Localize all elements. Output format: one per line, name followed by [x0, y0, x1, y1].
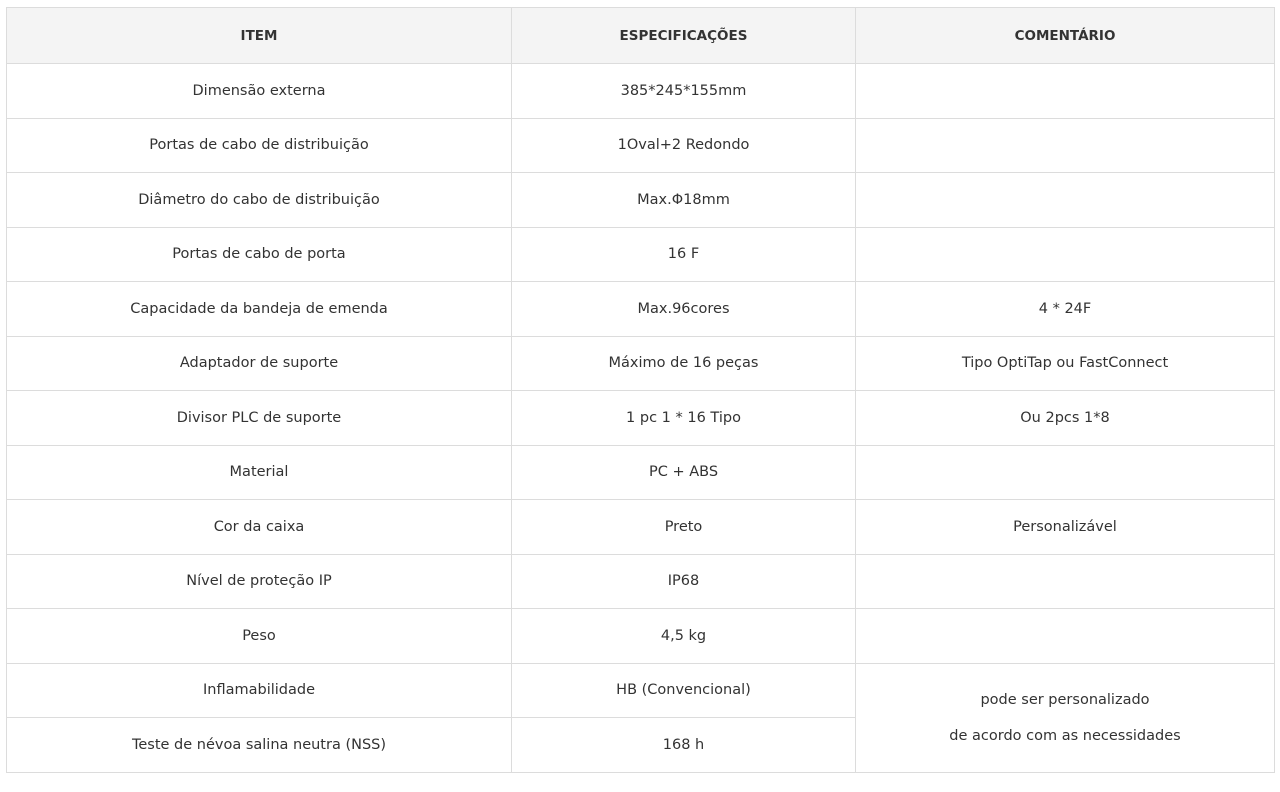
- table-row: [7, 391, 1275, 446]
- spec-cell: 1 pc 1 * 16 Tipo: [512, 391, 856, 446]
- item-cell: Adaptador de suporte: [7, 336, 512, 391]
- item-cell: Inflamabilidade: [7, 663, 512, 718]
- spec-cell: 1Oval+2 Redondo: [512, 118, 856, 173]
- comment-cell: [856, 64, 1275, 119]
- table-row: [7, 663, 1275, 718]
- table-header-row: [7, 8, 1275, 64]
- spec-cell: 168 h: [512, 718, 856, 773]
- table-row: [7, 609, 1275, 664]
- spec-cell: 4,5 kg: [512, 609, 856, 664]
- spec-cell: Max.96cores: [512, 282, 856, 337]
- table-row: [7, 336, 1275, 391]
- spec-cell: Max.Φ18mm: [512, 173, 856, 228]
- comment-cell: [856, 227, 1275, 282]
- header-comment: COMENTÁRIO: [856, 8, 1275, 64]
- table-row: [7, 64, 1275, 119]
- item-cell: Cor da caixa: [7, 500, 512, 555]
- spec-cell: IP68: [512, 554, 856, 609]
- specifications-table: [6, 7, 1275, 773]
- item-cell: Peso: [7, 609, 512, 664]
- comment-cell: [856, 609, 1275, 664]
- comment-cell: [856, 445, 1275, 500]
- spec-cell: Preto: [512, 500, 856, 555]
- spec-cell: PC + ABS: [512, 445, 856, 500]
- table-row: [7, 173, 1275, 228]
- item-cell: Teste de névoa salina neutra (NSS): [7, 718, 512, 773]
- merged-comment-cell: [856, 663, 1275, 772]
- spec-cell: Máximo de 16 peças: [512, 336, 856, 391]
- spec-cell: 385*245*155mm: [512, 64, 856, 119]
- item-cell: Nível de proteção IP: [7, 554, 512, 609]
- spec-cell: 16 F: [512, 227, 856, 282]
- merged-comment-line: pode ser personalizado: [980, 691, 1150, 708]
- header-specifications: ESPECIFICAÇÕES: [512, 8, 856, 64]
- comment-cell: Tipo OptiTap ou FastConnect: [856, 336, 1275, 391]
- comment-cell: [856, 173, 1275, 228]
- comment-cell: Ou 2pcs 1*8: [856, 391, 1275, 446]
- comment-cell: [856, 554, 1275, 609]
- header-item: ITEM: [7, 8, 512, 64]
- item-cell: Diâmetro do cabo de distribuição: [7, 173, 512, 228]
- merged-comment-line: de acordo com as necessidades: [949, 727, 1181, 744]
- table-row: [7, 554, 1275, 609]
- item-cell: Capacidade da bandeja de emenda: [7, 282, 512, 337]
- item-cell: Portas de cabo de distribuição: [7, 118, 512, 173]
- table-row: [7, 500, 1275, 555]
- comment-cell: [856, 118, 1275, 173]
- table-row: [7, 118, 1275, 173]
- item-cell: Divisor PLC de suporte: [7, 391, 512, 446]
- item-cell: Dimensão externa: [7, 64, 512, 119]
- table-row: [7, 227, 1275, 282]
- comment-cell: Personalizável: [856, 500, 1275, 555]
- table-row: [7, 445, 1275, 500]
- item-cell: Material: [7, 445, 512, 500]
- table-row: [7, 282, 1275, 337]
- item-cell: Portas de cabo de porta: [7, 227, 512, 282]
- spec-cell: HB (Convencional): [512, 663, 856, 718]
- comment-cell: 4 * 24F: [856, 282, 1275, 337]
